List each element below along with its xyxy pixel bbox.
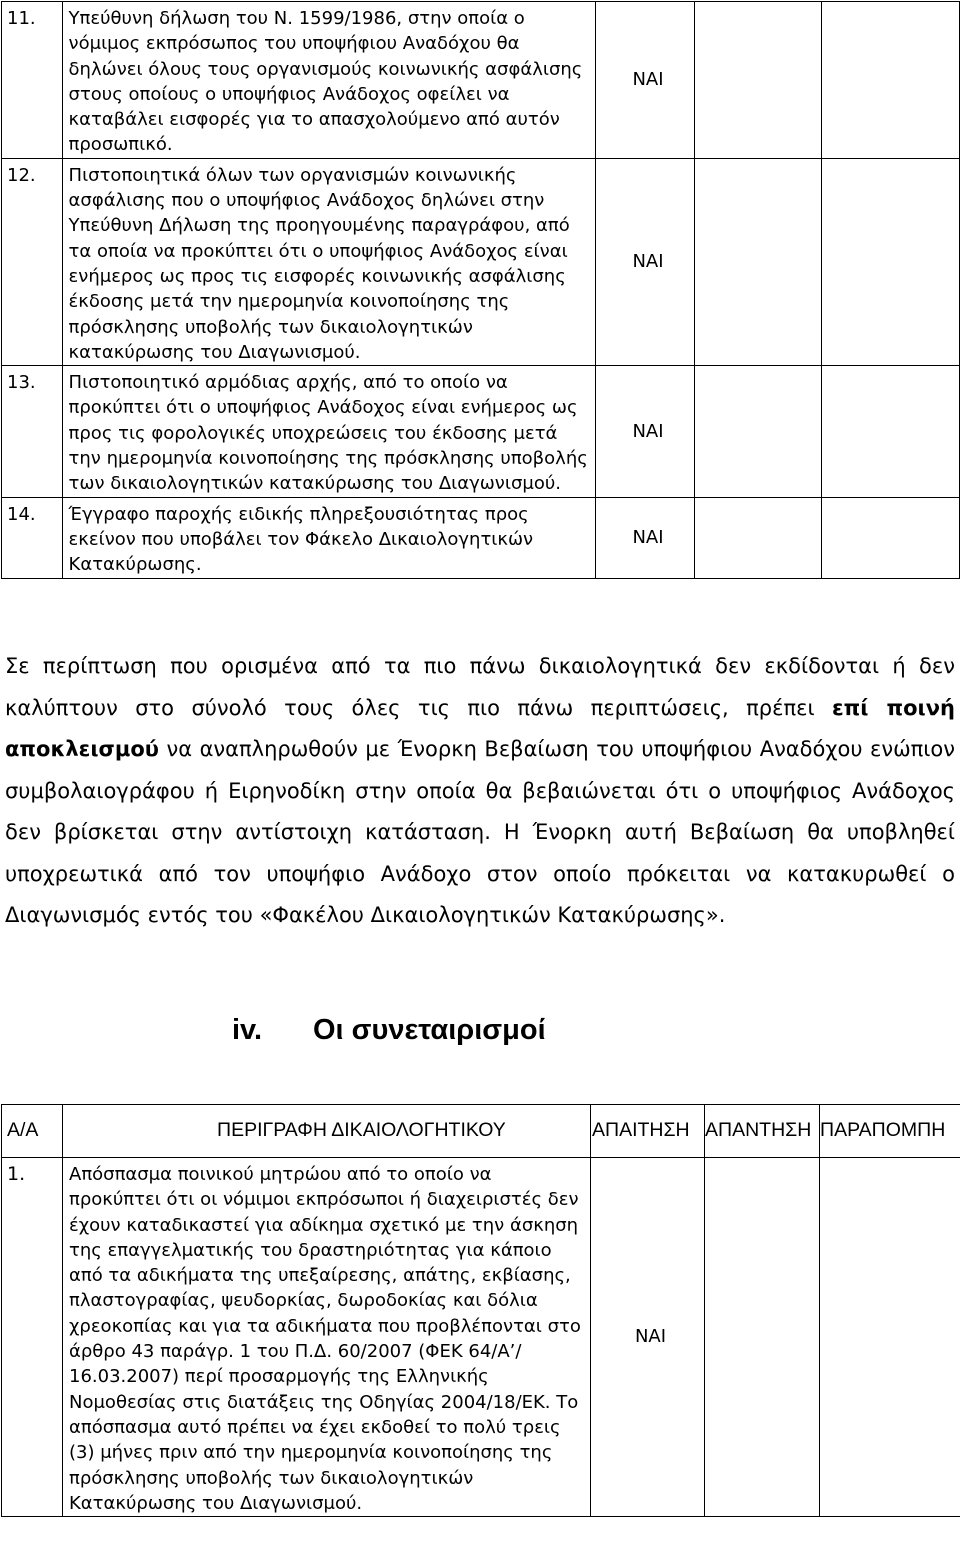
row-requirement xyxy=(595,366,695,497)
paragraph-text-part2: να αναπληρωθούν με Ένορκη Βεβαίωση του υποψήφιου Αναδόχου ενώπιον συμβολαιογράφου ή Ειρηνοδίκη στην οποία θα βεβαιώνεται ότι ο υποψήφιος Ανάδοχος δεν βρίσκεται στην αντίστοιχη κατάσταση. Η Ένορκη αυτή Βεβαίωση θα υποβληθεί υποχρεωτικά από τον υποψήφιο Ανάδοχο στον οποίο πρόκειται να κατακυρωθεί ο Διαγωνισμός εντός του «Φακέλου Δικαιολογητικών Κατακύρωσης». xyxy=(5,737,955,927)
table-row xyxy=(2,1158,960,1517)
row-response-cell xyxy=(705,1158,820,1517)
row-response-cell xyxy=(695,2,822,159)
requirements-table-continued xyxy=(1,1,960,579)
row-description: Έγγραφο παροχής ειδικής πληρεξουσιότητας προς εκείνον που υποβάλει τον Φάκελο Δικαιολογητικών Κατακύρωσης. xyxy=(62,497,595,578)
row-requirement xyxy=(595,158,695,365)
table-header-row xyxy=(2,1105,960,1158)
section-number: iv. xyxy=(232,1014,263,1046)
row-description: Πιστοποιητικά όλων των οργανισμών κοινωνικής ασφάλισης που ο υποψήφιος Ανάδοχος δηλώνει στην Υπεύθυνη Δήλωση της προηγουμένης παραγράφου, από τα οποία να προκύπτει ότι ο υποψήφιος Ανάδοχος είναι ενήμερος ως προς τις εισφορές κοινωνικής ασφάλισης έκδοσης μετά την ημερομηνία κοινοποίησης της πρόσκλησης υποβολής των δικαιολογητικών κατακύρωσης του Διαγωνισμού. xyxy=(62,158,595,365)
row-requirement xyxy=(595,2,695,159)
header-response: ΑΠΑΝΤΗΣΗ xyxy=(705,1105,820,1158)
row-number: 1. xyxy=(2,1158,63,1517)
cooperatives-requirements-table xyxy=(1,1104,960,1517)
row-number: 13. xyxy=(2,366,63,497)
row-description: Απόσπασμα ποινικού μητρώου από το οποίο να προκύπτει ότι οι νόμιμοι εκπρόσωποι ή διαχειριστές δεν έχουν καταδικαστεί για αδίκημα σχετικό με την άσκηση της επαγγελματικής του δραστηριότητας για κάποιο από τα αδικήματα της υπεξαίρεσης, απάτης, εκβίασης, πλαστογραφίας, ψευδορκίας, δωροδοκίας και δόλια χρεοκοπίας και για τα αδικήματα που προβλέπονται στο άρθρο 43 παράγρ. 1 του Π.Δ. 60/2007 (ΦΕΚ 64/Α’/ 16.03.2007) περί προσαρμογής της Ελληνικής Νομοθεσίας στις διατάξεις της Οδηγίας 2004/18/ΕΚ. Το απόσπασμα αυτό πρέπει να έχει εκδοθεί το πολύ τρεις (3) μήνες πριν από την ημερομηνία κοινοποίησης της πρόσκλησης υποβολής των δικαιολογητικών Κατακύρωσης του Διαγωνισμού. xyxy=(63,1158,591,1517)
row-description: Υπεύθυνη δήλωση του Ν. 1599/1986, στην οποία ο νόμιμος εκπρόσωπος του υποψήφιου Αναδόχου θα δηλώνει όλους τους οργανισμούς κοινωνικής ασφάλισης στους οποίους ο υποψήφιος Ανάδοχος οφείλει να καταβάλει εισφορές για το απασχολούμενο από αυτόν προσωπικό. xyxy=(62,2,595,159)
row-number: 11. xyxy=(2,2,63,159)
header-description: ΠΕΡΙΓΡΑΦΗ ΔΙΚΑΙΟΛΟΓΗΤΙΚΟΥ xyxy=(63,1105,591,1158)
table-row xyxy=(2,366,960,497)
row-reference-cell xyxy=(822,497,960,578)
requirement-value: ΝΑΙ xyxy=(632,420,664,442)
row-reference-cell xyxy=(822,158,960,365)
paragraph-bold-text: επί ποινή αποκλεισμού xyxy=(5,695,955,761)
row-reference-cell xyxy=(822,2,960,159)
row-requirement xyxy=(591,1158,705,1517)
row-response-cell xyxy=(695,366,822,497)
row-reference-cell xyxy=(822,366,960,497)
requirement-value: ΝΑΙ xyxy=(632,526,664,548)
row-number: 14. xyxy=(2,497,63,578)
requirement-value: ΝΑΙ xyxy=(632,69,664,91)
exemption-paragraph xyxy=(5,646,955,937)
paragraph-text-part1: Σε περίπτωση που ορισμένα από τα πιο πάνω δικαιολογητικά δεν εκδίδονται ή δεν καλύπτουν στο σύνολό τους όλες τις πιο πάνω περιπτώσεις, πρέπει xyxy=(5,654,955,720)
header-aa: Α/Α xyxy=(2,1105,63,1158)
row-reference-cell xyxy=(820,1158,960,1517)
header-reference: ΠΑΡΑΠΟΜΠΗ xyxy=(820,1105,960,1158)
row-number: 12. xyxy=(2,158,63,365)
header-requirement: ΑΠΑΙΤΗΣΗ xyxy=(591,1105,705,1158)
table-row xyxy=(2,158,960,365)
row-description: Πιστοποιητικό αρμόδιας αρχής, από το οποίο να προκύπτει ότι ο υποψήφιος Ανάδοχος είναι ενήμερος ως προς τις φορολογικές υποχρεώσεις του έκδοσης μετά την ημερομηνία κοινοποίησης της πρόσκλησης υποβολής των δικαιολογητικών κατακύρωσης του Διαγωνισμού. xyxy=(62,366,595,497)
row-response-cell xyxy=(695,158,822,365)
section-title: Οι συνεταιρισμοί xyxy=(313,1014,546,1046)
table-row xyxy=(2,2,960,159)
requirement-value: ΝΑΙ xyxy=(634,1326,667,1348)
row-response-cell xyxy=(695,497,822,578)
row-requirement xyxy=(595,497,695,578)
table-row xyxy=(2,497,960,578)
requirement-value: ΝΑΙ xyxy=(632,251,664,273)
section-heading xyxy=(232,1014,546,1047)
